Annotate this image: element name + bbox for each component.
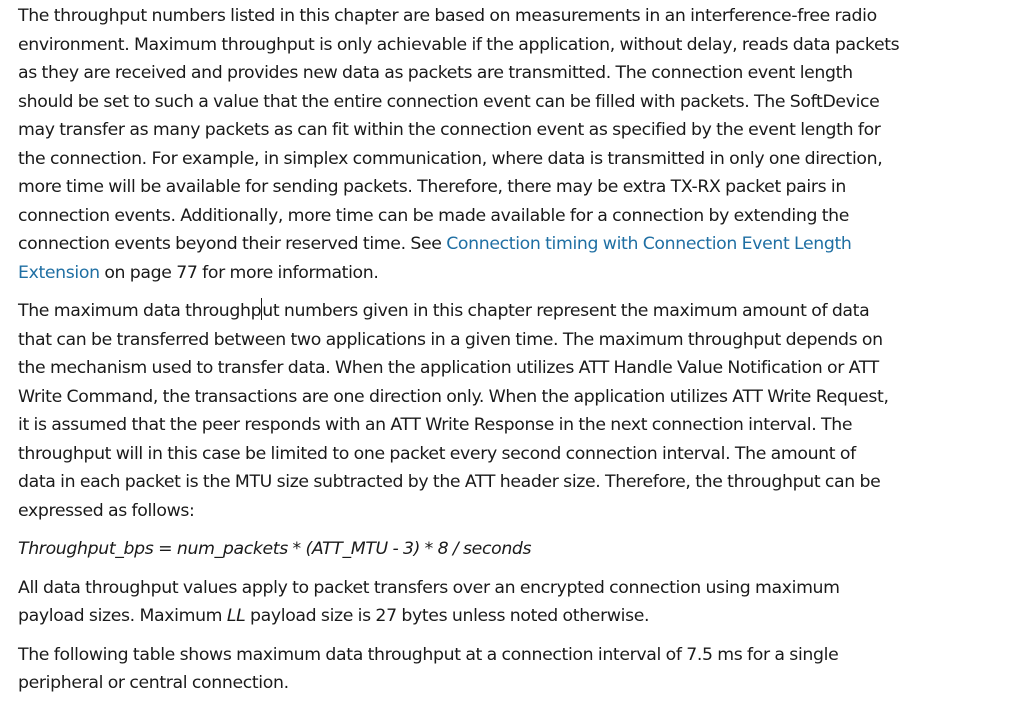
text-line: throughput will in this case be limited to one packet every second connection interval. The amount of: [18, 443, 856, 464]
connection-timing-link[interactable]: Connection timing with Connection Event Length: [446, 234, 852, 254]
document-body: [18, 2, 1018, 708]
ll-term: LL: [226, 606, 246, 626]
text-line: [18, 259, 1018, 288]
throughput-formula: Throughput_bps = num_packets * (ATT_MTU - 3) * 8 / seconds: [18, 539, 532, 559]
paragraph-encrypted-connection: [18, 574, 1018, 631]
paragraph-throughput-conditions: [18, 2, 1018, 287]
text-segment: The maximum data throughp: [18, 301, 262, 321]
formula-paragraph: [18, 535, 1018, 564]
text-line: may transfer as many packets as can fit within the connection event as specified by the event length for: [18, 120, 881, 140]
text-line: [18, 230, 1018, 259]
text-line: Write Command, the transactions are one direction only. When the application utilizes ATT Write Request,: [18, 386, 889, 407]
text-segment: ut numbers given in this chapter represent the maximum amount of data: [262, 301, 870, 321]
text-line: peripheral or central connection.: [18, 673, 289, 693]
text-line: [18, 602, 1018, 631]
connection-timing-link-continued[interactable]: Extension: [18, 262, 100, 283]
paragraph-maximum-throughput: [18, 297, 1018, 525]
text-line: the mechanism used to transfer data. When the application utilizes ATT Handle Value Notification or ATT: [18, 358, 879, 378]
text-line: All data throughput values apply to packet transfers over an encrypted connection using maximum: [18, 577, 840, 598]
text-line: The throughput numbers listed in this chapter are based on measurements in an interference-free radio: [18, 6, 877, 26]
text-line: more time will be available for sending packets. Therefore, there may be extra TX-RX packet pairs in: [18, 177, 846, 197]
text-segment: payload size is 27 bytes unless noted otherwise.: [245, 606, 650, 626]
text-line: connection events. Additionally, more time can be made available for a connection by extending the: [18, 205, 850, 226]
text-line: should be set to such a value that the entire connection event can be filled with packets. The SoftDevice: [18, 91, 880, 112]
text-line: The following table shows maximum data throughput at a connection interval of 7.5 ms for a single: [18, 644, 839, 665]
text-line: it is assumed that the peer responds with an ATT Write Response in the next connection interval. The: [18, 415, 853, 435]
text-line: [18, 297, 1018, 326]
text-line: the connection. For example, in simplex communication, where data is transmitted in only one direction,: [18, 148, 883, 169]
text-line: data in each packet is the MTU size subtracted by the ATT header size. Therefore, the throughput can be: [18, 472, 881, 492]
text-line: environment. Maximum throughput is only achievable if the application, without delay, reads data packets: [18, 34, 900, 55]
paragraph-table-intro: [18, 641, 1018, 698]
text-line: that can be transferred between two applications in a given time. The maximum throughput depends on: [18, 329, 883, 350]
text-segment: on page 77 for more information.: [99, 262, 379, 283]
text-line: expressed as follows:: [18, 500, 195, 521]
text-line: as they are received and provides new data as packets are transmitted. The connection event length: [18, 63, 853, 83]
text-segment: connection events beyond their reserved time. See: [18, 234, 447, 254]
text-segment: payload sizes. Maximum: [18, 606, 227, 626]
